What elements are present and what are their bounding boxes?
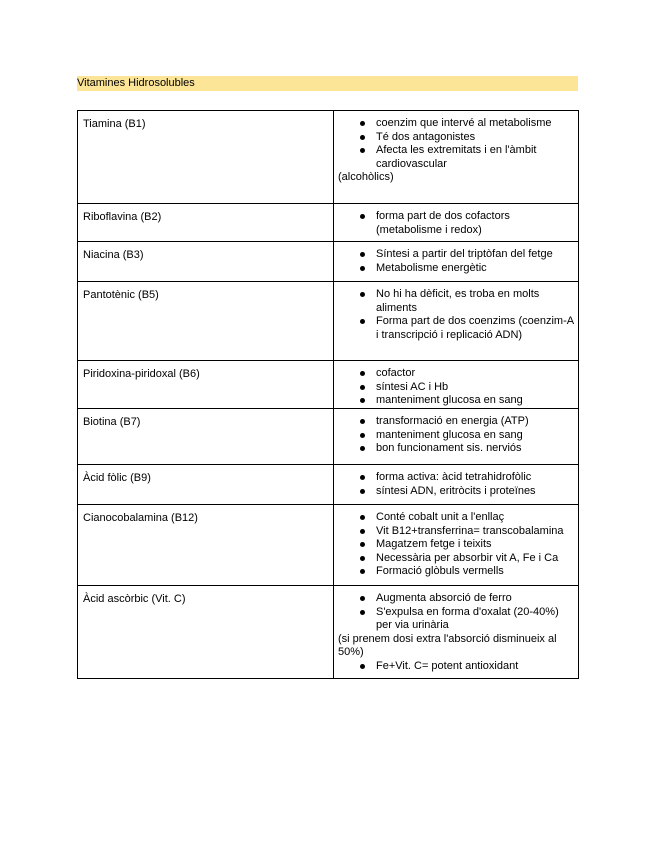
- table-row: [78, 282, 579, 361]
- vitamin-name-cell: [78, 242, 334, 282]
- vitamin-name: Tiamina (B1): [83, 118, 146, 130]
- vitamin-description-cell: [334, 204, 579, 242]
- table-row: [78, 361, 579, 409]
- description-list: [338, 117, 574, 171]
- vitamin-name: Pantotènic (B5): [83, 289, 159, 301]
- list-item: [338, 248, 574, 262]
- list-item-text: S'expulsa en forma d'oxalat (20-40%) per via urinària: [376, 605, 559, 631]
- table-row: [78, 242, 579, 282]
- table-row: [78, 111, 579, 204]
- description-list: [338, 511, 574, 579]
- list-item-text: manteniment glucosa en sang: [376, 428, 523, 441]
- list-item: [338, 367, 574, 381]
- description-list: [338, 367, 574, 408]
- list-item: [338, 538, 574, 552]
- list-item: [338, 394, 574, 408]
- list-item: [338, 117, 574, 131]
- list-item-text: síntesi AC i Hb: [376, 380, 449, 393]
- list-item-text: Augmenta absorció de ferro: [376, 592, 512, 604]
- list-item: [338, 485, 574, 499]
- vitamin-name: Niacina (B3): [83, 249, 144, 261]
- vitamin-name-cell: [78, 409, 334, 465]
- vitamin-name: Riboflavina (B2): [83, 211, 162, 223]
- vitamin-name-cell: [78, 465, 334, 505]
- list-item: [338, 552, 574, 566]
- list-item: [338, 131, 574, 145]
- vitamin-description-cell: [334, 465, 579, 505]
- vitamin-description-cell: [334, 409, 579, 465]
- list-item-text: transformació en energia (ATP): [376, 415, 529, 427]
- vitamin-description-cell: [334, 361, 579, 409]
- vitamins-table: [77, 110, 579, 679]
- vitamin-name-cell: [78, 361, 334, 409]
- table-row: [78, 409, 579, 465]
- vitamin-description-cell: [334, 111, 579, 204]
- list-item: [338, 525, 574, 539]
- list-item: [338, 262, 574, 276]
- list-item: [338, 471, 574, 485]
- list-item-text: Té dos antagonistes: [376, 130, 476, 143]
- list-item-text: Afecta les extremitats i en l'àmbit cardiovascular: [376, 144, 537, 170]
- list-item-text: No hi ha dèficit, es troba en molts aliments: [376, 288, 540, 314]
- list-item-text: Vit B12+transferrina= transcobalamina: [376, 524, 564, 537]
- vitamin-name: Cianocobalamina (B12): [83, 512, 198, 524]
- vitamin-name-cell: [78, 282, 334, 361]
- list-item-text: coenzim que intervé al metabolisme: [376, 117, 552, 129]
- list-item: [338, 315, 574, 342]
- vitamin-name: Biotina (B7): [83, 416, 141, 428]
- list-item: [338, 606, 574, 633]
- list-item-text: Necessària per absorbir vit A, Fe i Ca: [376, 551, 559, 564]
- list-item: [338, 210, 574, 237]
- vitamin-name: Àcid ascòrbic (Vit. C): [83, 593, 186, 605]
- vitamin-name: Piridoxina-piridoxal (B6): [83, 368, 200, 380]
- vitamin-description-cell: [334, 586, 579, 679]
- list-item-text: bon funcionament sis. nerviós: [376, 442, 522, 454]
- list-item: [338, 565, 574, 579]
- table-row: [78, 465, 579, 505]
- list-item: [338, 660, 574, 674]
- list-item-text: forma activa: àcid tetrahidrofòlic: [376, 471, 532, 483]
- section-heading: Vitamines Hidrosolubles: [77, 76, 578, 91]
- list-item-text: Metabolisme energètic: [376, 261, 487, 274]
- vitamin-name-cell: [78, 586, 334, 679]
- list-item: [338, 144, 574, 171]
- list-item-text: forma part de dos cofactors (metabolisme i redox): [376, 210, 510, 236]
- vitamin-description-cell: [334, 282, 579, 361]
- list-item: [338, 511, 574, 525]
- description-list: [338, 660, 574, 674]
- description-list: [338, 415, 574, 456]
- vitamin-description-cell: [334, 242, 579, 282]
- list-item: [338, 415, 574, 429]
- list-item: [338, 592, 574, 606]
- list-item-text: síntesi ADN, eritròcits i proteïnes: [376, 484, 536, 497]
- list-item: [338, 442, 574, 456]
- list-item-text: Conté cobalt unit a l'enllaç: [376, 511, 505, 523]
- list-item: [338, 381, 574, 395]
- table-row: [78, 505, 579, 586]
- note-text: (si prenem dosi extra l'absorció disminueix al 50%): [338, 632, 557, 658]
- description-list: [338, 248, 574, 275]
- vitamin-name: Àcid fòlic (B9): [83, 472, 151, 484]
- vitamins-table-body: [78, 111, 579, 679]
- table-row: [78, 204, 579, 242]
- list-item: [338, 288, 574, 315]
- note-text: (alcohòlics): [338, 171, 394, 183]
- list-item-text: cofactor: [376, 367, 416, 379]
- vitamin-name-cell: [78, 111, 334, 204]
- description-list: [338, 210, 574, 237]
- list-item-text: Forma part de dos coenzims (coenzim-A i transcripció i replicació ADN): [376, 315, 574, 341]
- list-item-text: Síntesi a partir del triptòfan del fetge: [376, 248, 553, 260]
- list-item: [338, 429, 574, 443]
- description-list: [338, 592, 574, 633]
- vitamin-name-cell: [78, 204, 334, 242]
- description-list: [338, 288, 574, 342]
- list-item-text: Magatzem fetge i teixits: [376, 538, 492, 550]
- table-row: [78, 586, 579, 679]
- description-list: [338, 471, 574, 498]
- list-item-text: Fe+Vit. C= potent antioxidant: [376, 659, 519, 672]
- list-item-text: manteniment glucosa en sang: [376, 394, 523, 406]
- vitamin-name-cell: [78, 505, 334, 586]
- vitamin-description-cell: [334, 505, 579, 586]
- list-item-text: Formació glòbuls vermells: [376, 565, 504, 577]
